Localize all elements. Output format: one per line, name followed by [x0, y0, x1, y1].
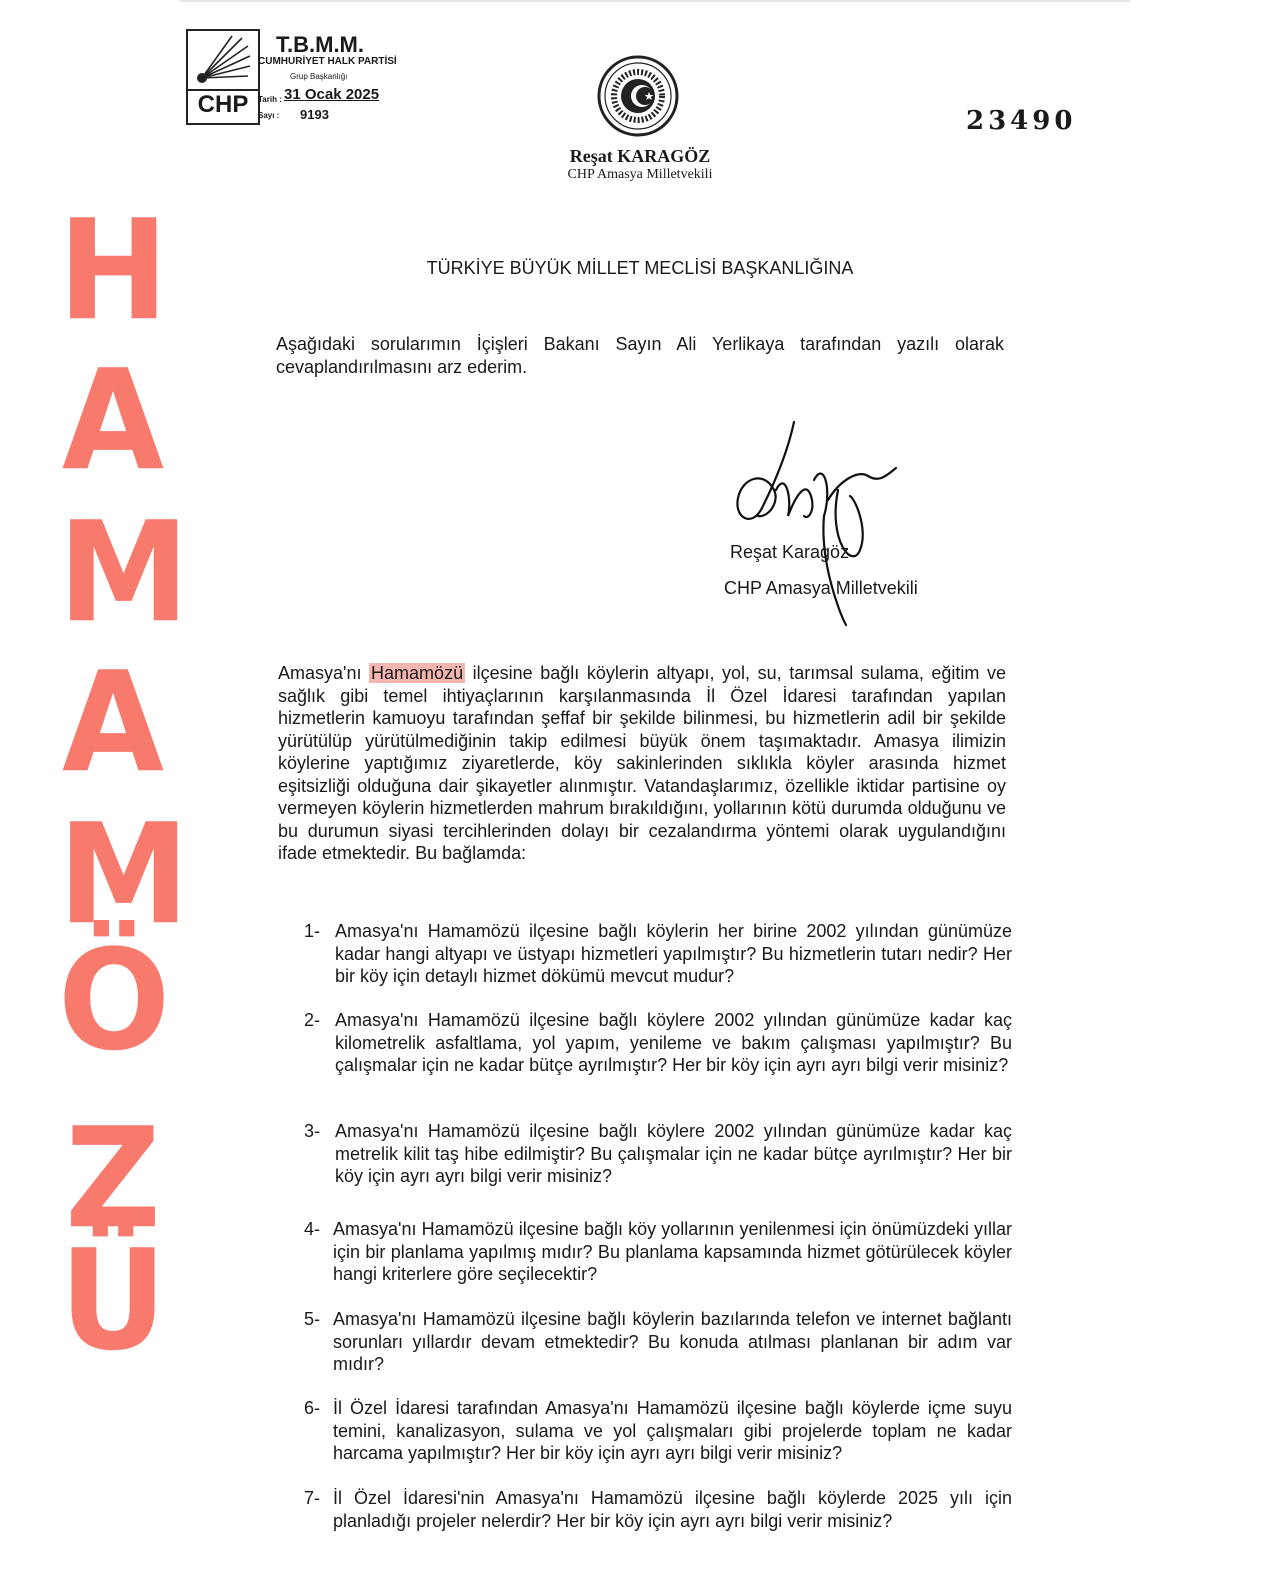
stamp-group: Grup Başkanlığı: [290, 72, 348, 81]
chp-stamp: [186, 29, 260, 125]
body-paragraph: [278, 662, 1006, 865]
question-number: 1-: [304, 921, 321, 941]
highlighted-district: Hamamözü: [371, 663, 464, 683]
stamp-number-label: Sayı :: [258, 111, 280, 120]
page-title: TÜRKİYE BÜYÜK MİLLET MECLİSİ BAŞKANLIĞINA: [426, 258, 854, 278]
stamp-number: 9193: [300, 107, 329, 122]
document-number: 23490: [966, 106, 1077, 136]
question-text: Amasya'nı Hamamözü ilçesine bağlı köylerin her birine 2002 yılından günümüze kadar hangi altyapı ve üstyapı hizmetleri yapılmıştır? Bu hizmetlerin tutarı nedir? Her bir köy için detaylı hizmet dökümü mevcut mudur?: [335, 921, 1012, 986]
question-number: 2-: [304, 1010, 321, 1030]
watermark-letter: Ü: [59, 1220, 167, 1382]
watermark-letter: Z: [65, 1098, 161, 1260]
header-role: CHP Amasya Milletvekili: [567, 167, 713, 182]
question-item: [304, 1120, 1012, 1188]
question-item: [304, 1218, 1012, 1286]
signature-name: Reşat Karagöz: [730, 542, 850, 562]
watermark-letter: H: [58, 190, 169, 352]
intro-paragraph: Aşağıdaki sorularımın İçişleri Bakanı Sayın Ali Yerlikaya tarafından yazılı olarak cevaplandırılmasını arz ederim.: [276, 334, 1004, 377]
scan-top-edge: [180, 0, 1130, 2]
question-number: 4-: [304, 1219, 321, 1239]
body-text-rest: ilçesine bağlı köylerin altyapı, yol, su, tarımsal sulama, eğitim ve sağlık gibi temel ihtiyaçlarının karşılanmasında İl Özel İdaresi tarafından yapılan hizmetlerin kamuoyu tarafından şeffaf bir şekilde bilinmesi, bu hizmetlerin adil bir şekilde yürütülüp yürütülmediğinin takip edilmesi büyük önem taşımaktadır. Amasya ilimizin köylerine yaptığımız ziyaretlerde, köy sakinlerinden sıklıkla köyler arasında hizmet eşitsizliği olduğuna dair şikayetler alınmıştır. Vatandaşlarımız, özellikle iktidar partisine oy vermeyen köylerin hizmetlerden mahrum bırakıldığını, yollarının kötü durumda olduğunu ve bu durumun siyasi tercihlerinden dolayı bir cezalandırma yöntemi olarak uygulandığını ifade etmektedir. Bu bağlamda:: [278, 663, 1006, 863]
question-number: 3-: [304, 1121, 321, 1141]
signature-role: CHP Amasya Milletvekili: [724, 578, 918, 598]
question-item: [304, 1397, 1012, 1465]
watermark-letter: M: [58, 492, 190, 654]
question-item: [304, 1009, 1012, 1077]
watermark-letter: Ö: [58, 920, 171, 1082]
chp-six-arrows-icon: [192, 34, 254, 86]
tbmm-emblem-icon: [597, 55, 679, 137]
question-text: Amasya'nı Hamamözü ilçesine bağlı köylere 2002 yılından günümüze kadar kaç kilometrelik asfaltlama, yol yapım, yenileme ve bakım çalışması yapılmıştır? Bu çalışmalar için ne kadar bütçe ayrılmıştır? Her bir köy için ayrı ayrı bilgi verir misiniz?: [335, 1010, 1012, 1075]
question-item: [304, 920, 1012, 988]
question-text: Amasya'nı Hamamözü ilçesine bağlı köylerin bazılarında telefon ve internet bağlantı sorunları yıllardır devam etmektedir? Bu konuda atılması planlanan bir adım var mıdır?: [333, 1309, 1012, 1374]
watermark-letter: A: [61, 642, 165, 804]
watermark-word: [58, 190, 190, 1405]
question-text: Amasya'nı Hamamözü ilçesine bağlı köy yollarının yenilenmesi için önümüzdeki yıllar için bir planlama yapılmış mıdır? Bu planlama kapsamında hizmet götürülecek köyler hangi kriterlere göre seçilecektir?: [333, 1219, 1012, 1284]
question-item: [304, 1487, 1012, 1532]
stamp-party-name: CUMHURİYET HALK PARTİSİ: [258, 56, 397, 67]
stamp-date: 31 Ocak 2025: [284, 86, 380, 103]
question-number: 7-: [304, 1488, 321, 1508]
stamp-institution: T.B.M.M.: [276, 32, 364, 57]
question-item: [304, 1308, 1012, 1376]
watermark-letter: A: [61, 340, 165, 502]
question-text: İl Özel İdaresi'nin Amasya'nı Hamamözü ilçesine bağlı köylerde 2025 yılı için planladığı projeler nelerdir? Her bir köy için ayrı ayrı bilgi verir misiniz?: [333, 1488, 1012, 1531]
header-name: Reşat KARAGÖZ: [569, 146, 711, 166]
stamp-party-abbr: CHP: [188, 89, 258, 119]
question-number: 5-: [304, 1309, 321, 1329]
question-text: Amasya'nı Hamamözü ilçesine bağlı köylere 2002 yılından günümüze kadar kaç metrelik kilit taş hibe edilmiştir? Bu çalışmalar için ne kadar bütçe ayrılmıştır? Her bir köy için ayrı ayrı bilgi verir misiniz?: [335, 1121, 1012, 1186]
question-number: 6-: [304, 1398, 321, 1418]
body-text-start: Amasya'nı: [278, 663, 370, 683]
watermark-letter: M: [58, 794, 190, 956]
stamp-date-label: Tarih :: [258, 95, 282, 104]
question-text: İl Özel İdaresi tarafından Amasya'nı Hamamözü ilçesine bağlı köylerde içme suyu temini, kanalizasyon, sulama ve yol çalışmaları gibi projelerde toplam ne kadar harcama yapılmıştır? Her bir köy için ayrı ayrı bilgi verir misiniz?: [333, 1398, 1012, 1463]
